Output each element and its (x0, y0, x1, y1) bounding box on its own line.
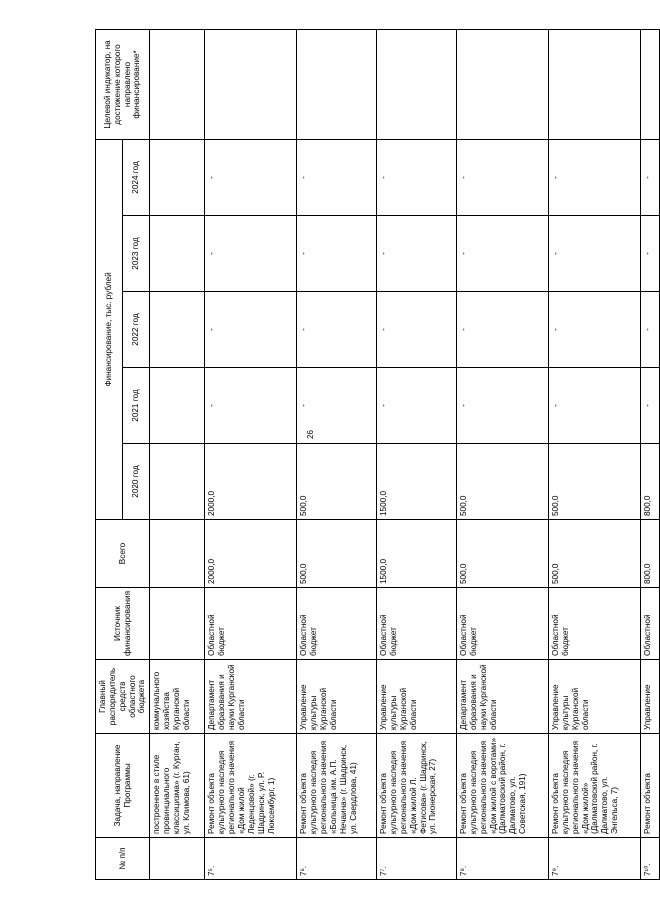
cell-2024: - (377, 139, 457, 215)
cell-2021: - (456, 368, 548, 444)
cell-2022: - (456, 292, 548, 368)
cell-2021 (150, 368, 205, 444)
table-row (377, 29, 457, 879)
cell-admin: Управление культуры Курганской области (549, 660, 641, 734)
table-row (456, 29, 548, 879)
cell-2024: - (641, 139, 660, 215)
cell-2023: - (297, 216, 377, 292)
cell-task: Ремонт объекта культурного наследия регионального значения «Дом жилой Леденцовой» (г. Шадринск, ул. Р. Люксембург, 1) (205, 734, 297, 838)
header-task: Задача, направление Программы (96, 734, 150, 838)
cell-2023 (150, 216, 205, 292)
cell-2022: - (549, 292, 641, 368)
cell-2020: 800,0 (641, 444, 660, 520)
financing-table (95, 29, 660, 880)
cell-total: 800,0 (641, 520, 660, 588)
cell-admin: Управление культуры Курганской области (297, 660, 377, 734)
cell-2023: - (456, 216, 548, 292)
header-total: Всего (96, 520, 150, 588)
header-financing: Финансирование, тыс. рублей (96, 139, 123, 519)
cell-2024: - (456, 139, 548, 215)
cell-num: 7⁷. (377, 838, 457, 880)
cell-2020: 500,0 (456, 444, 548, 520)
cell-source: Областной бюджет (297, 588, 377, 660)
cell-source: Областной бюджет (456, 588, 548, 660)
cell-num: 7⁹. (549, 838, 641, 880)
rotated-table-container (95, 30, 653, 880)
table-row (297, 29, 377, 879)
cell-target (549, 29, 641, 139)
cell-num: 7⁸. (456, 838, 548, 880)
cell-target (150, 29, 205, 139)
cell-2021: - (205, 368, 297, 444)
table-row (641, 29, 660, 879)
cell-target (297, 29, 377, 139)
cell-task: Ремонт объекта культурного наследия регионального значения «Дом жилой с воротами» (Далматовский район, г. Далматово, ул. Советская, 191) (456, 734, 548, 838)
cell-num: 7⁵. (205, 838, 297, 880)
cell-2021: - (377, 368, 457, 444)
cell-2024: - (297, 139, 377, 215)
cell-source: Областной бюджет (377, 588, 457, 660)
header-num: № п/п (96, 838, 150, 880)
cell-admin: коммунального хозяйства Курганской области (150, 660, 205, 734)
cell-num (150, 838, 205, 880)
cell-total: 1500,0 (377, 520, 457, 588)
cell-task: Ремонт объекта (641, 734, 660, 838)
cell-admin: Управление (641, 660, 660, 734)
cell-2021: - (549, 368, 641, 444)
cell-2020: 2000,0 (205, 444, 297, 520)
cell-2020 (150, 444, 205, 520)
cell-2023: - (377, 216, 457, 292)
cell-total (150, 520, 205, 588)
cell-2024: - (205, 139, 297, 215)
header-admin: Главный распорядитель средств областного бюджета (96, 660, 150, 734)
cell-target (205, 29, 297, 139)
cell-target (456, 29, 548, 139)
cell-admin: Департамент образования и науки Курганской области (456, 660, 548, 734)
cell-2022: - (641, 292, 660, 368)
cell-2024: - (549, 139, 641, 215)
table-row (205, 29, 297, 879)
table-row (150, 29, 205, 879)
cell-total: 500,0 (456, 520, 548, 588)
header-2020: 2020 год (123, 444, 150, 520)
header-2023: 2023 год (123, 216, 150, 292)
cell-admin: Департамент образования и науки Курганской области (205, 660, 297, 734)
cell-2023: - (205, 216, 297, 292)
cell-2021: - (297, 368, 377, 444)
cell-source: Областной бюджет (205, 588, 297, 660)
cell-2023: - (641, 216, 660, 292)
cell-2020: 500,0 (297, 444, 377, 520)
cell-2022 (150, 292, 205, 368)
cell-target (641, 29, 660, 139)
cell-task: построенное в стиле провинциального классицизма» (г. Курган, ул. Климова, 61) (150, 734, 205, 838)
header-target: Целевой индикатор, на достижение которого направлено финансирование* (96, 29, 150, 139)
cell-2024 (150, 139, 205, 215)
cell-task: Ремонт объекта культурного наследия регионального значения «Больница им. А.П. Нечаина» (г. Шадринск, ул. Свердлова, 41) (297, 734, 377, 838)
cell-2022: - (205, 292, 297, 368)
header-source: Источник финансирования (96, 588, 150, 660)
table-row (549, 29, 641, 879)
cell-2022: - (297, 292, 377, 368)
cell-source: Областной (641, 588, 660, 660)
cell-task: Ремонт объекта культурного наследия регионального значения «Дом жилой Л. Фетисова» (г. Шадринск, ул. Пионерская, 27) (377, 734, 457, 838)
cell-2021: - (641, 368, 660, 444)
cell-source (150, 588, 205, 660)
cell-2023: - (549, 216, 641, 292)
cell-2020: 1500,0 (377, 444, 457, 520)
header-2024: 2024 год (123, 139, 150, 215)
cell-task: Ремонт объекта культурного наследия регионального значения «Дом жилой» (Далматовский район, г. Далматово, ул. Энгельса, 7) (549, 734, 641, 838)
cell-num: 7¹⁰. (641, 838, 660, 880)
cell-num: 7⁶. (297, 838, 377, 880)
cell-2022: - (377, 292, 457, 368)
cell-total: 500,0 (549, 520, 641, 588)
cell-source: Областной бюджет (549, 588, 641, 660)
page-number: 26 (305, 430, 315, 439)
cell-admin: Управление культуры Курганской области (377, 660, 457, 734)
cell-total: 2000,0 (205, 520, 297, 588)
cell-2020: 500,0 (549, 444, 641, 520)
header-row-1 (96, 29, 123, 879)
cell-target (377, 29, 457, 139)
header-2022: 2022 год (123, 292, 150, 368)
cell-total: 500,0 (297, 520, 377, 588)
header-2021: 2021 год (123, 368, 150, 444)
